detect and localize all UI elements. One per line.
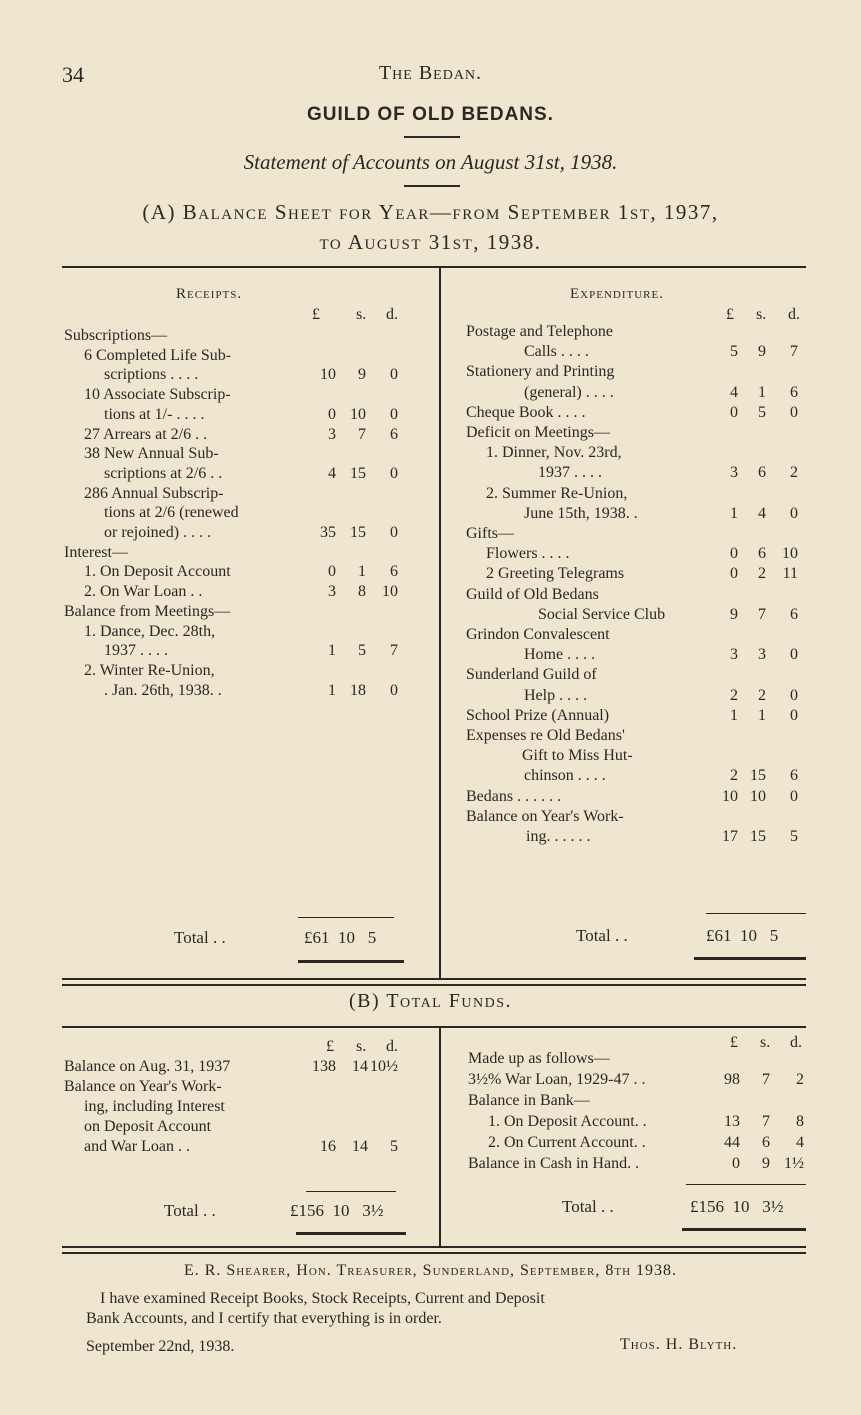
expenditure-row-pence: 6 [790, 767, 798, 785]
receipt-row-label: 38 New Annual Sub- [84, 445, 219, 463]
receipt-row-label: 1. On Deposit Account [84, 563, 231, 581]
expenditure-row-label: Bedans . . . . . . [466, 787, 562, 805]
expenditure-row-label: Gifts— [466, 525, 514, 542]
funds-right-row-label: Balance in Bank— [468, 1092, 590, 1109]
expenditure-row-shillings: 6 [758, 545, 766, 563]
receipt-row-label: tions at 2/6 (renewed [104, 504, 239, 522]
expenditure-total-label: Total . . [576, 926, 628, 945]
expenditure-total-double-rule [694, 957, 806, 960]
section-a-divider [439, 268, 441, 978]
expenditure-pence-head: d. [788, 306, 800, 323]
section-b-top-rule [62, 1026, 806, 1028]
expenditure-row-pounds: 2 [730, 686, 738, 704]
funds-left-pence-head: d. [386, 1038, 398, 1055]
funds-left-pound-head: £ [326, 1038, 334, 1055]
receipt-row-label: 6 Completed Life Sub- [84, 346, 232, 364]
expenditure-row-shillings: 6 [758, 464, 766, 482]
expenditure-row-pence: 6 [790, 605, 798, 623]
section-a-heading: (A) Balance Sheet for Year—from September 1st, 1937, [142, 200, 719, 224]
expenditure-row-pounds: 0 [730, 403, 738, 421]
receipts-heading: Receipts. [176, 286, 243, 302]
expenditure-row-label: 2. Summer Re-Union, [486, 484, 628, 502]
funds-right-row-pence: 8 [796, 1113, 804, 1130]
receipt-row-pence: 7 [390, 642, 398, 660]
expenditure-row-shillings: 2 [758, 686, 766, 704]
expenditure-row-label: Balance on Year's Work- [466, 807, 624, 825]
title-rule [404, 136, 460, 138]
funds-right-row-pence: 1½ [784, 1155, 804, 1172]
page-number: 34 [62, 62, 84, 87]
expenditure-row-label: Postage and Telephone [466, 323, 613, 340]
expenditure-row-pence: 2 [790, 464, 798, 482]
expenditure-row-pounds: 3 [730, 464, 738, 482]
expenditure-row-shillings: 1 [758, 383, 766, 401]
expenditure-row-pounds: 9 [730, 605, 738, 623]
expenditure-row-pounds: 1 [730, 504, 738, 522]
receipt-row-pounds: 4 [328, 464, 336, 482]
expenditure-row-label: School Prize (Annual) [466, 706, 610, 724]
funds-left-row-label: Balance on Year's Work- [64, 1078, 222, 1095]
receipt-row-shillings: 9 [358, 366, 366, 384]
receipt-row-label: or rejoined) . . . . [104, 524, 212, 541]
funds-left-row-pounds: 16 [320, 1138, 336, 1155]
receipt-row-pounds: 35 [320, 524, 336, 541]
expenditure-row-pounds: 17 [722, 828, 738, 845]
receipt-row-label: 1. Dance, Dec. 28th, [84, 622, 216, 640]
expenditure-row-shillings: 1 [758, 706, 766, 724]
section-a-top-rule [62, 266, 806, 268]
receipt-row-label: 2. Winter Re-Union, [84, 661, 215, 679]
funds-right-row-shillings: 6 [762, 1134, 770, 1151]
funds-right-total-label: Total . . [562, 1197, 614, 1216]
receipt-row-pounds: 1 [328, 681, 336, 699]
receipt-row-pounds: 3 [328, 583, 336, 601]
funds-right-pence-head: d. [790, 1034, 802, 1051]
funds-right-row-pence: 2 [796, 1071, 804, 1088]
expenditure-row-shillings: 2 [758, 565, 766, 583]
receipt-row-shillings: 8 [358, 583, 366, 601]
expenditure-row-label: Expenses re Old Bedans' [466, 727, 625, 744]
expenditure-row-label: Cheque Book . . . . [466, 403, 586, 421]
funds-left-total-label: Total . . [164, 1201, 216, 1220]
expenditure-row-pence: 5 [790, 828, 798, 845]
funds-right-row-pounds: 13 [724, 1113, 740, 1130]
expenditure-row-label: ing. . . . . . [526, 828, 591, 845]
receipts-shilling-head: s. [356, 306, 367, 323]
funds-right-shilling-head: s. [760, 1034, 771, 1051]
section-a-heading-line2: to August 31st, 1938. [319, 230, 542, 254]
receipt-row-shillings: 1 [358, 563, 366, 581]
funds-left-row-shillings: 14 [352, 1058, 368, 1075]
receipt-row-pounds: 10 [320, 366, 336, 384]
expenditure-row-shillings: 3 [758, 646, 766, 664]
statement-rule [404, 185, 460, 187]
receipt-row-label: Subscriptions— [64, 327, 168, 344]
receipt-row-pence: 0 [390, 524, 398, 541]
section-b-divider [439, 1028, 441, 1246]
expenditure-row-pounds: 0 [730, 565, 738, 583]
certification-date: September 22nd, 1938. [86, 1338, 235, 1355]
funds-right-row-label: 3½% War Loan, 1929-47 . . [468, 1071, 646, 1088]
expenditure-row-label: 1. Dinner, Nov. 23rd, [486, 444, 622, 462]
funds-right-row-pounds: 98 [724, 1071, 740, 1088]
receipt-row-label: 27 Arrears at 2/6 . . [84, 425, 208, 443]
funds-left-row-label: and War Loan . . [84, 1138, 190, 1155]
expenditure-row-label: Grindon Convalescent [466, 626, 610, 643]
funds-right-row-label: 2. On Current Account. . [488, 1134, 646, 1151]
receipt-row-pence: 0 [390, 405, 398, 423]
receipt-row-label: Balance from Meetings— [64, 602, 231, 620]
funds-right-double-rule [682, 1228, 806, 1231]
certification-line-1: I have examined Receipt Books, Stock Receipts, Current and Deposit [100, 1290, 545, 1307]
receipt-row-label: scriptions . . . . [104, 366, 199, 384]
receipt-row-pounds: 3 [328, 425, 336, 443]
expenditure-shilling-head: s. [756, 306, 767, 323]
receipt-row-label: 286 Annual Subscrip- [84, 484, 224, 502]
expenditure-row-pence: 11 [782, 565, 798, 583]
auditor-signature: Thos. H. Blyth. [620, 1336, 738, 1353]
expenditure-total-value: £61 10 5 [706, 926, 779, 945]
expenditure-row-label: Guild of Old Bedans [466, 585, 599, 603]
expenditure-row-label: chinson . . . . [524, 767, 606, 785]
expenditure-heading: Expenditure. [570, 286, 664, 302]
section-a-bottom-rule-2 [62, 984, 806, 986]
expenditure-row-pence: 6 [790, 383, 798, 401]
receipt-row-pounds: 0 [328, 563, 336, 581]
receipt-row-shillings: 10 [350, 405, 366, 423]
funds-right-row-shillings: 7 [762, 1071, 770, 1088]
funds-left-shilling-head: s. [356, 1038, 367, 1055]
receipt-row-pence: 6 [390, 563, 398, 581]
funds-left-row-label: on Deposit Account [84, 1118, 212, 1135]
receipts-total-value: £61 10 5 [304, 928, 377, 947]
expenditure-row-label: Gift to Miss Hut- [522, 747, 633, 765]
receipt-row-shillings: 5 [358, 642, 366, 660]
funds-left-double-rule [296, 1232, 406, 1235]
receipt-row-pence: 0 [390, 681, 398, 699]
expenditure-row-pounds: 10 [722, 787, 738, 805]
expenditure-row-pence: 7 [790, 343, 798, 361]
receipts-pound-head: £ [312, 306, 320, 323]
receipt-row-shillings: 15 [350, 524, 366, 541]
receipt-row-label: scriptions at 2/6 . . [104, 464, 223, 482]
receipt-row-shillings: 18 [350, 681, 366, 699]
expenditure-row-pence: 0 [790, 403, 798, 421]
receipts-pence-head: d. [386, 306, 398, 323]
funds-left-row-label: Balance on Aug. 31, 1937 [64, 1058, 231, 1075]
receipt-row-label: . Jan. 26th, 1938. . [104, 681, 222, 699]
funds-right-row-label: 1. On Deposit Account. . [488, 1113, 647, 1130]
funds-left-total-rule [306, 1191, 396, 1192]
expenditure-row-shillings: 15 [750, 767, 766, 785]
funds-left-row-pence: 5 [390, 1138, 398, 1155]
receipt-row-pounds: 1 [328, 642, 336, 660]
expenditure-row-label: Home . . . . [524, 646, 596, 664]
certification-line-2: Bank Accounts, and I certify that everything is in order. [86, 1310, 442, 1327]
expenditure-row-label: (general) . . . . [524, 383, 614, 401]
expenditure-row-shillings: 10 [750, 787, 766, 805]
funds-left-total-value: £156 10 3½ [290, 1201, 384, 1220]
expenditure-pound-head: £ [726, 306, 734, 323]
expenditure-row-label: 2 Greeting Telegrams [486, 565, 625, 583]
receipts-total-rule [298, 917, 394, 918]
funds-right-row-label: Balance in Cash in Hand. . [468, 1155, 640, 1172]
expenditure-row-shillings: 4 [758, 504, 766, 522]
expenditure-row-label: Calls . . . . [524, 343, 589, 361]
expenditure-row-pence: 0 [790, 686, 798, 704]
receipt-row-pence: 0 [390, 366, 398, 384]
expenditure-row-pence: 0 [790, 646, 798, 664]
expenditure-row-label: Stationery and Printing [466, 363, 615, 381]
receipts-total-double-rule [298, 960, 404, 963]
funds-right-total-rule [686, 1184, 806, 1185]
guild-title: GUILD OF OLD BEDANS. [307, 104, 554, 125]
expenditure-total-rule [706, 913, 806, 914]
expenditure-row-label: Help . . . . [524, 686, 588, 704]
section-b-bottom-rule-2 [62, 1252, 806, 1254]
expenditure-row-label: 1937 . . . . [538, 464, 602, 482]
receipt-row-shillings: 7 [358, 425, 366, 443]
expenditure-row-label: Sunderland Guild of [466, 666, 597, 684]
expenditure-row-pounds: 4 [730, 383, 738, 401]
expenditure-row-label: June 15th, 1938. . [524, 504, 638, 522]
funds-left-row-pence: 10½ [370, 1058, 398, 1075]
expenditure-row-pence: 0 [790, 787, 798, 805]
receipts-total-label: Total . . [174, 928, 226, 947]
expenditure-row-shillings: 7 [758, 605, 766, 623]
receipt-row-pence: 0 [390, 464, 398, 482]
receipt-row-pence: 10 [382, 583, 398, 601]
funds-right-total-value: £156 10 3½ [690, 1197, 784, 1216]
funds-right-row-pence: 4 [796, 1134, 804, 1151]
expenditure-row-label: Flowers . . . . [486, 545, 570, 563]
expenditure-row-shillings: 5 [758, 403, 766, 421]
receipt-row-label: tions at 1/- . . . . [104, 405, 205, 423]
receipt-row-label: 2. On War Loan . . [84, 583, 203, 601]
expenditure-row-label: Deficit on Meetings— [466, 424, 610, 441]
treasurer-signature-line: E. R. Shearer, Hon. Treasurer, Sunderland, September, 8th 1938. [183, 1262, 678, 1279]
expenditure-row-pounds: 0 [730, 545, 738, 563]
funds-right-pound-head: £ [730, 1034, 738, 1051]
receipt-row-label: Interest— [64, 543, 128, 561]
receipt-row-label: 10 Associate Subscrip- [84, 386, 231, 404]
expenditure-row-pounds: 2 [730, 767, 738, 785]
expenditure-row-pounds: 5 [730, 343, 738, 361]
expenditure-row-pounds: 3 [730, 646, 738, 664]
funds-left-row-shillings: 14 [352, 1138, 368, 1155]
expenditure-row-shillings: 15 [750, 828, 766, 845]
section-b-bottom-rule-1 [62, 1246, 806, 1248]
section-a-bottom-rule-1 [62, 978, 806, 980]
funds-right-row-shillings: 7 [762, 1113, 770, 1130]
funds-right-row-label: Made up as follows— [468, 1050, 610, 1067]
receipt-row-shillings: 15 [350, 464, 366, 482]
funds-left-row-pounds: 138 [312, 1058, 336, 1075]
receipt-row-pence: 6 [390, 425, 398, 443]
expenditure-row-label: Social Service Club [538, 605, 666, 623]
expenditure-row-shillings: 9 [758, 343, 766, 361]
receipt-row-label: 1937 . . . . [104, 642, 168, 660]
funds-right-row-pounds: 0 [732, 1155, 740, 1172]
funds-right-row-shillings: 9 [762, 1155, 770, 1172]
funds-right-row-pounds: 44 [724, 1134, 740, 1151]
expenditure-row-pence: 0 [790, 706, 798, 724]
funds-left-row-label: ing, including Interest [84, 1098, 225, 1115]
running-title: The Bedan. [378, 62, 483, 84]
expenditure-row-pence: 10 [782, 545, 798, 563]
receipt-row-pounds: 0 [328, 405, 336, 423]
statement-title: Statement of Accounts on August 31st, 1938. [243, 150, 618, 174]
total-funds-heading: (B) Total Funds. [349, 990, 512, 1012]
expenditure-row-pence: 0 [790, 504, 798, 522]
expenditure-row-pounds: 1 [730, 706, 738, 724]
